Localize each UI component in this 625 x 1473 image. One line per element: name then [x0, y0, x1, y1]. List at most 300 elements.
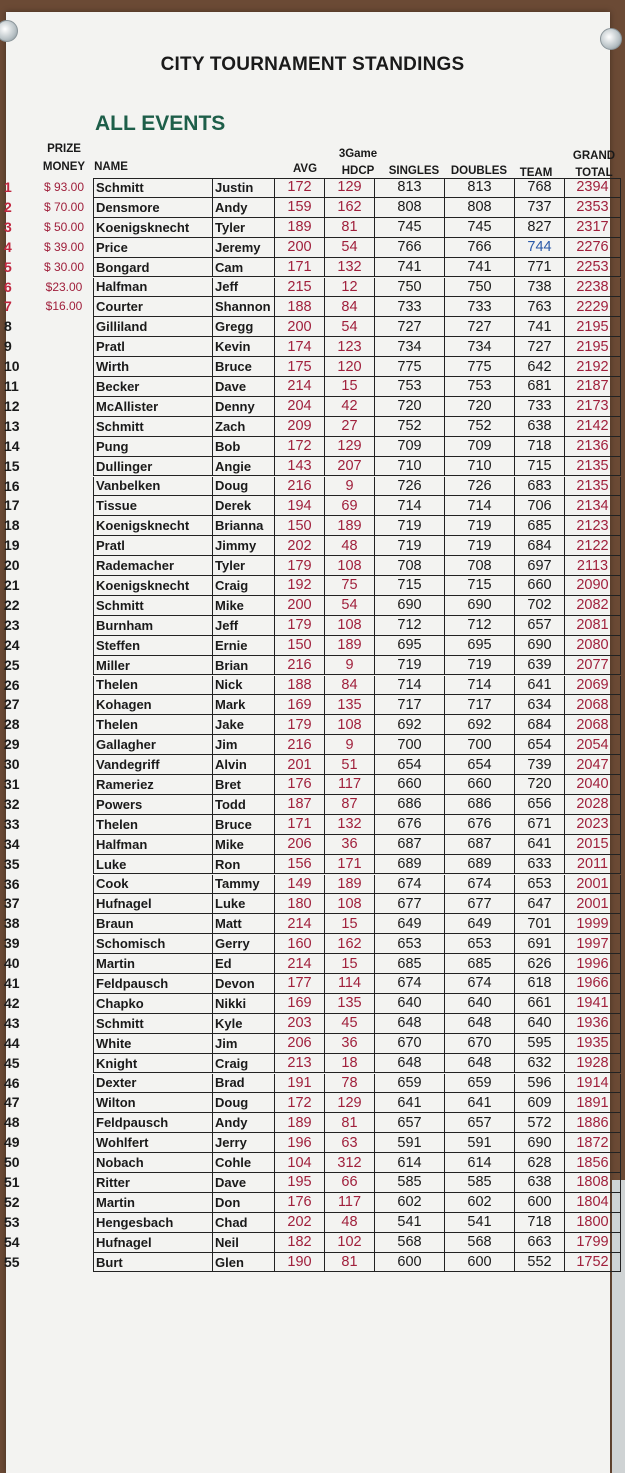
row-hdcp: 75 — [325, 576, 375, 596]
row-singles: 687 — [375, 835, 445, 855]
row-hdcp: 81 — [325, 1113, 375, 1133]
row-grand-total: 2028 — [565, 795, 621, 815]
table-row — [93, 914, 621, 934]
row-last-name: Rameriez — [93, 775, 213, 795]
row-rank: 18 — [4, 517, 20, 534]
row-first-name: Brianna — [213, 516, 275, 536]
row-first-name: Doug — [213, 1093, 275, 1113]
row-hdcp: 15 — [325, 377, 375, 397]
table-top-border — [93, 178, 621, 179]
header-team: TEAM — [519, 167, 553, 179]
row-team: 653 — [515, 875, 565, 895]
row-rank: 35 — [4, 855, 20, 872]
header-doubles: DOUBLES — [450, 165, 508, 177]
row-last-name: Burt — [93, 1253, 213, 1273]
row-last-name: Hufnagel — [93, 1233, 213, 1253]
row-last-name: Tissue — [93, 496, 213, 516]
row-singles: 692 — [375, 715, 445, 735]
row-singles: 753 — [375, 377, 445, 397]
row-team: 633 — [515, 855, 565, 875]
table-row — [93, 516, 621, 536]
row-team: 741 — [515, 317, 565, 337]
row-hdcp: 189 — [325, 636, 375, 656]
table-row — [93, 1213, 621, 1233]
row-avg: 150 — [275, 636, 325, 656]
row-singles: 808 — [375, 198, 445, 218]
row-avg: 192 — [275, 576, 325, 596]
row-grand-total: 2317 — [565, 218, 621, 238]
row-hdcp: 15 — [325, 954, 375, 974]
row-avg: 104 — [275, 1153, 325, 1173]
row-doubles: 685 — [445, 954, 515, 974]
row-team: 763 — [515, 297, 565, 317]
row-last-name: Chapko — [93, 994, 213, 1014]
table-row — [93, 397, 621, 417]
row-grand-total: 2069 — [565, 676, 621, 696]
row-team: 690 — [515, 1133, 565, 1153]
row-grand-total: 2229 — [565, 297, 621, 317]
row-last-name: Wirth — [93, 357, 213, 377]
row-avg: 182 — [275, 1233, 325, 1253]
row-doubles: 648 — [445, 1054, 515, 1074]
row-last-name: Thelen — [93, 676, 213, 696]
row-singles: 719 — [375, 536, 445, 556]
row-avg: 187 — [275, 795, 325, 815]
row-first-name: Zach — [213, 417, 275, 437]
row-first-name: Andy — [213, 1113, 275, 1133]
table-row — [93, 477, 621, 497]
table-row — [93, 496, 621, 516]
row-singles: 685 — [375, 954, 445, 974]
row-team: 642 — [515, 357, 565, 377]
row-hdcp: 135 — [325, 695, 375, 715]
row-singles: 677 — [375, 894, 445, 914]
row-rank: 33 — [4, 815, 20, 832]
row-avg: 206 — [275, 835, 325, 855]
row-singles: 708 — [375, 556, 445, 576]
row-grand-total: 2040 — [565, 775, 621, 795]
row-grand-total: 2134 — [565, 496, 621, 516]
row-rank: 47 — [4, 1094, 20, 1111]
row-avg: 176 — [275, 775, 325, 795]
table-row — [93, 1074, 621, 1094]
row-first-name: Dave — [213, 377, 275, 397]
table-row — [93, 1253, 621, 1273]
row-grand-total: 2113 — [565, 556, 621, 576]
row-grand-total: 2054 — [565, 735, 621, 755]
row-rank: 34 — [4, 835, 20, 852]
row-last-name: Powers — [93, 795, 213, 815]
row-hdcp: 81 — [325, 218, 375, 238]
row-last-name: Knight — [93, 1054, 213, 1074]
table-row — [93, 1173, 621, 1193]
row-doubles: 752 — [445, 417, 515, 437]
row-hdcp: 132 — [325, 815, 375, 835]
row-avg: 189 — [275, 1113, 325, 1133]
row-avg: 190 — [275, 1253, 325, 1273]
row-hdcp: 189 — [325, 516, 375, 536]
row-prize: $23.00 — [45, 279, 83, 294]
row-avg: 202 — [275, 1213, 325, 1233]
row-singles: 602 — [375, 1193, 445, 1213]
row-singles: 717 — [375, 695, 445, 715]
row-last-name: Becker — [93, 377, 213, 397]
row-team: 595 — [515, 1034, 565, 1054]
row-hdcp: 78 — [325, 1074, 375, 1094]
row-singles: 686 — [375, 795, 445, 815]
row-grand-total: 1856 — [565, 1153, 621, 1173]
row-grand-total: 1891 — [565, 1093, 621, 1113]
row-rank: 22 — [4, 596, 20, 613]
row-singles: 649 — [375, 914, 445, 934]
row-hdcp: 189 — [325, 875, 375, 895]
row-rank: 15 — [4, 457, 20, 474]
row-singles: 648 — [375, 1014, 445, 1034]
row-doubles: 648 — [445, 1014, 515, 1034]
row-prize: $ 93.00 — [43, 180, 85, 194]
row-singles: 719 — [375, 656, 445, 676]
row-rank: 25 — [4, 656, 20, 673]
row-hdcp: 42 — [325, 397, 375, 417]
row-singles: 710 — [375, 457, 445, 477]
row-avg: 195 — [275, 1173, 325, 1193]
row-first-name: Bruce — [213, 815, 275, 835]
row-last-name: Martin — [93, 954, 213, 974]
header-total: TOTAL — [575, 167, 613, 179]
table-row — [93, 1193, 621, 1213]
row-rank: 45 — [4, 1054, 20, 1071]
row-singles: 720 — [375, 397, 445, 417]
row-avg: 188 — [275, 297, 325, 317]
row-grand-total: 1804 — [565, 1193, 621, 1213]
row-team: 720 — [515, 775, 565, 795]
table-row — [93, 437, 621, 457]
row-team: 632 — [515, 1054, 565, 1074]
row-doubles: 649 — [445, 914, 515, 934]
row-team: 715 — [515, 457, 565, 477]
row-avg: 159 — [275, 198, 325, 218]
row-hdcp: 66 — [325, 1173, 375, 1193]
row-first-name: Jim — [213, 1034, 275, 1054]
row-first-name: Nikki — [213, 994, 275, 1014]
row-first-name: Shannon — [213, 297, 275, 317]
row-first-name: Brad — [213, 1074, 275, 1094]
row-doubles: 602 — [445, 1193, 515, 1213]
row-doubles: 719 — [445, 656, 515, 676]
row-hdcp: 9 — [325, 735, 375, 755]
table-row — [93, 556, 621, 576]
page-title: CITY TOURNAMENT STANDINGS — [160, 54, 465, 75]
row-rank: 29 — [4, 736, 20, 753]
row-rank: 42 — [4, 994, 20, 1011]
row-last-name: Rademacher — [93, 556, 213, 576]
row-avg: 179 — [275, 616, 325, 636]
row-grand-total: 2195 — [565, 317, 621, 337]
table-row — [93, 775, 621, 795]
row-team: 600 — [515, 1193, 565, 1213]
row-first-name: Jeremy — [213, 238, 275, 258]
header-avg: AVG — [292, 163, 318, 175]
row-team: 572 — [515, 1113, 565, 1133]
row-first-name: Kevin — [213, 337, 275, 357]
row-doubles: 541 — [445, 1213, 515, 1233]
row-first-name: Jimmy — [213, 536, 275, 556]
table-row — [93, 735, 621, 755]
row-hdcp: 9 — [325, 477, 375, 497]
row-doubles: 695 — [445, 636, 515, 656]
row-singles: 719 — [375, 516, 445, 536]
row-first-name: Bob — [213, 437, 275, 457]
row-avg: 213 — [275, 1054, 325, 1074]
row-doubles: 670 — [445, 1034, 515, 1054]
row-avg: 180 — [275, 894, 325, 914]
table-row — [93, 317, 621, 337]
row-rank: 31 — [4, 776, 20, 792]
row-avg: 214 — [275, 377, 325, 397]
row-hdcp: 129 — [325, 437, 375, 457]
table-row — [93, 795, 621, 815]
row-doubles: 741 — [445, 258, 515, 278]
row-hdcp: 129 — [325, 178, 375, 198]
row-last-name: Schmitt — [93, 596, 213, 616]
row-hdcp: 51 — [325, 755, 375, 775]
row-grand-total: 2122 — [565, 536, 621, 556]
row-hdcp: 129 — [325, 1093, 375, 1113]
row-team: 685 — [515, 516, 565, 536]
row-doubles: 674 — [445, 875, 515, 895]
section-title: ALL EVENTS — [95, 112, 226, 135]
row-team: 640 — [515, 1014, 565, 1034]
table-row — [93, 337, 621, 357]
table-row — [93, 875, 621, 895]
row-grand-total: 2068 — [565, 715, 621, 735]
row-rank: 26 — [4, 676, 20, 693]
row-avg: 150 — [275, 516, 325, 536]
row-team: 628 — [515, 1153, 565, 1173]
table-row — [93, 1034, 621, 1054]
row-team: 697 — [515, 556, 565, 576]
row-first-name: Angie — [213, 457, 275, 477]
row-team: 738 — [515, 278, 565, 298]
row-team: 618 — [515, 974, 565, 994]
row-doubles: 585 — [445, 1173, 515, 1193]
row-grand-total: 1997 — [565, 934, 621, 954]
row-doubles: 813 — [445, 178, 515, 198]
row-team: 727 — [515, 337, 565, 357]
row-rank: 50 — [4, 1154, 20, 1171]
row-singles: 700 — [375, 735, 445, 755]
row-last-name: Kohagen — [93, 695, 213, 715]
row-last-name: Dullinger — [93, 457, 213, 477]
row-first-name: Neil — [213, 1233, 275, 1253]
row-prize: $ 39.00 — [43, 239, 85, 254]
row-singles: 752 — [375, 417, 445, 437]
row-hdcp: 108 — [325, 616, 375, 636]
row-team: 609 — [515, 1093, 565, 1113]
row-doubles: 591 — [445, 1133, 515, 1153]
table-row — [93, 855, 621, 875]
row-grand-total: 2353 — [565, 198, 621, 218]
header-grand: GRAND — [572, 150, 616, 162]
row-first-name: Craig — [213, 1054, 275, 1074]
row-doubles: 614 — [445, 1153, 515, 1173]
table-row — [93, 695, 621, 715]
row-prize: $ 50.00 — [43, 219, 85, 234]
row-doubles: 568 — [445, 1233, 515, 1253]
table-row — [93, 457, 621, 477]
row-avg: 172 — [275, 437, 325, 457]
row-rank: 9 — [4, 338, 12, 355]
row-doubles: 753 — [445, 377, 515, 397]
row-first-name: Mike — [213, 835, 275, 855]
row-first-name: Mike — [213, 596, 275, 616]
row-hdcp: 117 — [325, 775, 375, 795]
row-first-name: Jerry — [213, 1133, 275, 1153]
row-grand-total: 1886 — [565, 1113, 621, 1133]
row-rank: 30 — [4, 756, 20, 773]
row-first-name: Matt — [213, 914, 275, 934]
row-avg: 216 — [275, 735, 325, 755]
row-first-name: Jim — [213, 735, 275, 755]
row-last-name: Price — [93, 238, 213, 258]
row-avg: 169 — [275, 695, 325, 715]
row-singles: 568 — [375, 1233, 445, 1253]
row-rank: 12 — [4, 397, 20, 414]
row-hdcp: 132 — [325, 258, 375, 278]
row-singles: 657 — [375, 1113, 445, 1133]
row-first-name: Luke — [213, 894, 275, 914]
row-grand-total: 2173 — [565, 397, 621, 417]
row-rank: 19 — [4, 537, 20, 554]
row-hdcp: 108 — [325, 715, 375, 735]
row-avg: 172 — [275, 1093, 325, 1113]
row-rank: 8 — [4, 318, 12, 335]
row-team: 768 — [515, 178, 565, 198]
row-team: 684 — [515, 536, 565, 556]
row-rank: 2 — [4, 198, 12, 215]
row-singles: 654 — [375, 755, 445, 775]
row-avg: 175 — [275, 357, 325, 377]
table-row — [93, 1153, 621, 1173]
row-grand-total: 2023 — [565, 815, 621, 835]
row-grand-total: 1799 — [565, 1233, 621, 1253]
row-avg: 196 — [275, 1133, 325, 1153]
row-last-name: Koenigsknecht — [93, 576, 213, 596]
row-singles: 641 — [375, 1093, 445, 1113]
row-rank: 41 — [4, 975, 20, 991]
row-hdcp: 162 — [325, 198, 375, 218]
row-singles: 676 — [375, 815, 445, 835]
row-avg: 189 — [275, 218, 325, 238]
row-team: 690 — [515, 636, 565, 656]
header-hdcp: HDCP — [341, 165, 375, 177]
row-last-name: Burnham — [93, 616, 213, 636]
row-team: 638 — [515, 1173, 565, 1193]
row-hdcp: 81 — [325, 1253, 375, 1273]
row-avg: 194 — [275, 496, 325, 516]
row-avg: 200 — [275, 317, 325, 337]
row-team: 827 — [515, 218, 565, 238]
row-doubles: 677 — [445, 894, 515, 914]
row-hdcp: 312 — [325, 1153, 375, 1173]
row-grand-total: 1941 — [565, 994, 621, 1014]
row-avg: 202 — [275, 536, 325, 556]
row-last-name: Halfman — [93, 835, 213, 855]
row-doubles: 734 — [445, 337, 515, 357]
row-team: 660 — [515, 576, 565, 596]
row-grand-total: 1808 — [565, 1173, 621, 1193]
row-last-name: Vandegriff — [93, 755, 213, 775]
row-hdcp: 12 — [325, 278, 375, 298]
row-rank: 10 — [4, 358, 20, 375]
row-doubles: 659 — [445, 1074, 515, 1094]
row-singles: 733 — [375, 297, 445, 317]
row-rank: 55 — [4, 1253, 20, 1270]
row-last-name: Cook — [93, 875, 213, 895]
row-singles: 659 — [375, 1074, 445, 1094]
table-row — [93, 954, 621, 974]
row-hdcp: 84 — [325, 676, 375, 696]
row-avg: 172 — [275, 178, 325, 198]
row-team: 737 — [515, 198, 565, 218]
row-last-name: Schmitt — [93, 178, 213, 198]
row-singles: 712 — [375, 616, 445, 636]
row-doubles: 686 — [445, 795, 515, 815]
row-doubles: 733 — [445, 297, 515, 317]
row-hdcp: 36 — [325, 1034, 375, 1054]
row-team: 639 — [515, 656, 565, 676]
row-last-name: Koenigsknecht — [93, 218, 213, 238]
row-avg: 179 — [275, 556, 325, 576]
row-team: 718 — [515, 437, 565, 457]
table-row — [93, 357, 621, 377]
row-singles: 689 — [375, 855, 445, 875]
row-last-name: Pratl — [93, 337, 213, 357]
row-avg: 179 — [275, 715, 325, 735]
row-grand-total: 1935 — [565, 1034, 621, 1054]
row-avg: 216 — [275, 656, 325, 676]
row-hdcp: 48 — [325, 1213, 375, 1233]
row-rank: 1 — [4, 179, 12, 195]
row-team: 647 — [515, 894, 565, 914]
row-hdcp: 54 — [325, 596, 375, 616]
table-row — [93, 417, 621, 437]
row-grand-total: 1752 — [565, 1253, 621, 1273]
row-rank: 13 — [4, 417, 20, 434]
row-doubles: 727 — [445, 317, 515, 337]
row-doubles: 745 — [445, 218, 515, 238]
table-row — [93, 258, 621, 278]
row-team: 683 — [515, 477, 565, 497]
row-avg: 149 — [275, 875, 325, 895]
row-rank: 38 — [4, 915, 20, 932]
row-doubles: 710 — [445, 457, 515, 477]
row-grand-total: 2135 — [565, 457, 621, 477]
row-last-name: Thelen — [93, 715, 213, 735]
row-first-name: Andy — [213, 198, 275, 218]
row-team: 657 — [515, 616, 565, 636]
row-first-name: Dave — [213, 1173, 275, 1193]
row-grand-total: 1996 — [565, 954, 621, 974]
row-hdcp: 63 — [325, 1133, 375, 1153]
row-doubles: 726 — [445, 477, 515, 497]
row-team: 656 — [515, 795, 565, 815]
row-singles: 585 — [375, 1173, 445, 1193]
row-singles: 734 — [375, 337, 445, 357]
row-singles: 750 — [375, 278, 445, 298]
row-doubles: 720 — [445, 397, 515, 417]
table-row — [93, 377, 621, 397]
